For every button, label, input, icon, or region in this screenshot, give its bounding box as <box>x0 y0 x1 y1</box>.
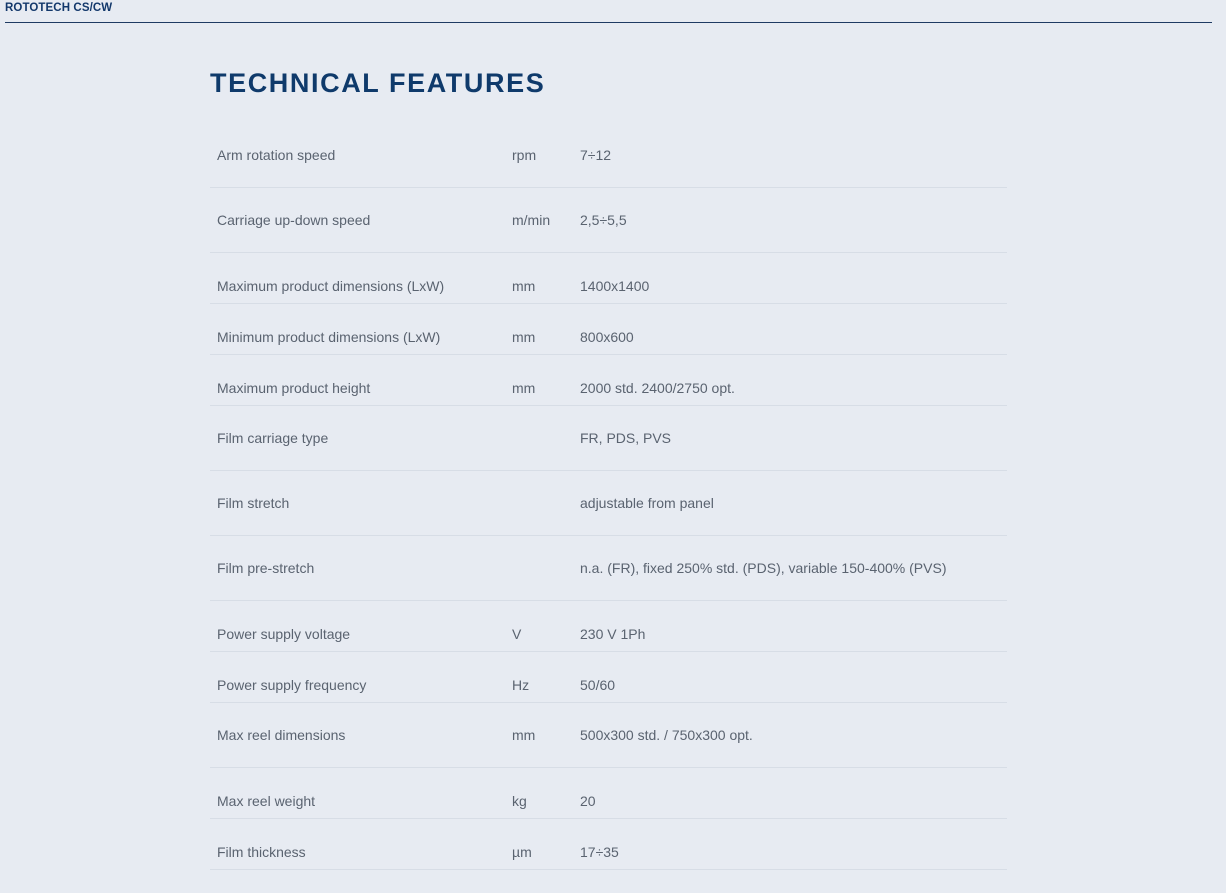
parameter-name: Power supply frequency <box>217 677 367 693</box>
page-header <box>5 0 1212 23</box>
parameter-value: 800x600 <box>580 329 634 345</box>
parameter-name: Film stretch <box>217 495 290 511</box>
table-row <box>210 123 1007 188</box>
parameter-unit: V <box>512 626 522 642</box>
parameter-value: 20 <box>580 793 596 809</box>
table-row <box>210 471 1007 536</box>
table-row <box>210 652 1007 703</box>
parameter-name: Carriage up-down speed <box>217 212 371 228</box>
parameter-value: adjustable from panel <box>580 495 714 511</box>
parameter-value: n.a. (FR), fixed 250% std. (PDS), variable 150-400% (PVS) <box>580 560 947 576</box>
parameter-value: 50/60 <box>580 677 616 693</box>
parameter-value: 500x300 std. / 750x300 opt. <box>580 727 753 743</box>
parameter-unit: kg <box>512 793 527 809</box>
table-row <box>210 768 1007 819</box>
parameter-name: Maximum product dimensions (LxW) <box>217 278 445 294</box>
table-row <box>210 601 1007 652</box>
technical-features-table <box>210 123 1007 870</box>
parameter-name: Maximum product height <box>217 380 371 396</box>
parameter-unit: mm <box>512 278 536 294</box>
table-row <box>210 253 1007 304</box>
product-title: ROTOTECH CS/CW <box>5 2 113 14</box>
parameter-value: 17÷35 <box>580 844 619 860</box>
table-row <box>210 703 1007 768</box>
table-row <box>210 819 1007 870</box>
parameter-value: 1400x1400 <box>580 278 650 294</box>
parameter-value: 230 V 1Ph <box>580 626 646 642</box>
table-row <box>210 406 1007 471</box>
parameter-name: Arm rotation speed <box>217 147 336 163</box>
parameter-unit: Hz <box>512 677 530 693</box>
table-row <box>210 304 1007 355</box>
parameter-name: Power supply voltage <box>217 626 351 642</box>
parameter-unit: mm <box>512 329 536 345</box>
parameter-value: FR, PDS, PVS <box>580 430 672 446</box>
table-row <box>210 536 1007 601</box>
parameter-name: Max reel weight <box>217 793 316 809</box>
parameter-name: Film carriage type <box>217 430 329 446</box>
parameter-unit: m/min <box>512 212 551 228</box>
parameter-name: Film pre-stretch <box>217 560 315 576</box>
table-row <box>210 188 1007 253</box>
parameter-value: 7÷12 <box>580 147 612 163</box>
section-title: TECHNICAL FEATURES <box>210 68 546 98</box>
table-row <box>210 355 1007 406</box>
parameter-unit: mm <box>512 380 536 396</box>
parameter-unit: µm <box>512 844 532 860</box>
parameter-unit: mm <box>512 727 536 743</box>
parameter-name: Film thickness <box>217 844 306 860</box>
parameter-name: Minimum product dimensions (LxW) <box>217 329 441 345</box>
parameter-value: 2000 std. 2400/2750 opt. <box>580 380 735 396</box>
parameter-name: Max reel dimensions <box>217 727 346 743</box>
parameter-unit: rpm <box>512 147 537 163</box>
parameter-value: 2,5÷5,5 <box>580 212 627 228</box>
